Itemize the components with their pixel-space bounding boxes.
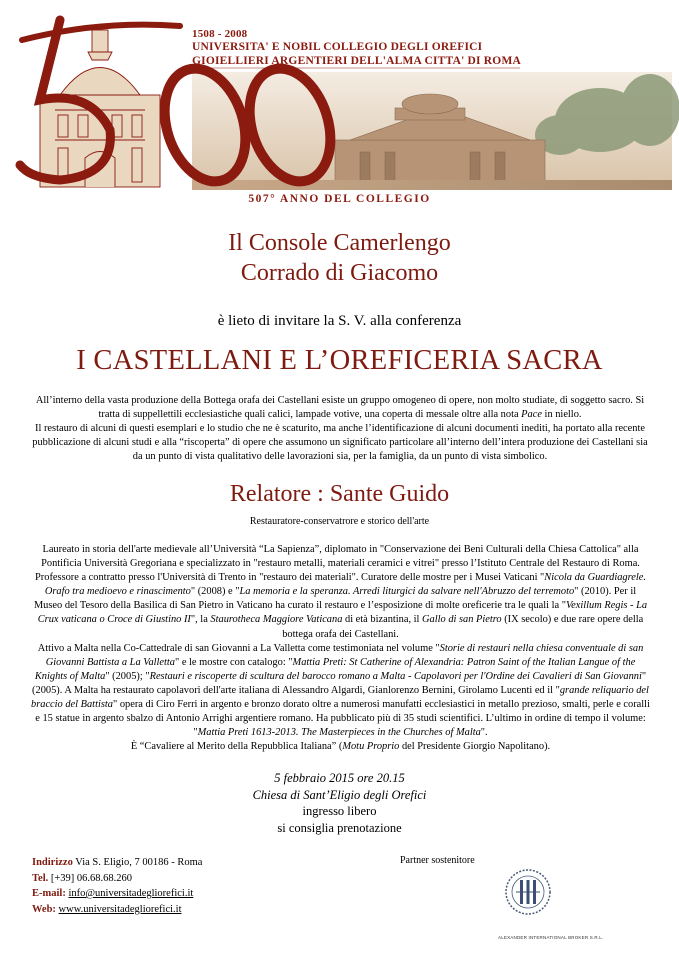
contacts-block [32,855,202,917]
header-years: 1508 - 2008 [192,28,248,40]
bio-text: Laureato in storia dell'arte medievale all’Università “La Sapienza”, diplomato in "Conservazione dei Beni Culturali della Chiesa Cattolica" alla Pontificia Università Gregoriana e specializzato in "restauro metalli, materiali ceramici e vitrei" presso l’Istituto Centrale del Restauro di Roma. Professore a contratto presso l'Università di Trento in "restauro dei materiali". Curatore delle mostre per i Musei Vaticani " [35,544,640,584]
bio-title: Nicola da Guardiagrele. Orafo tra medioevo e rinascimento [44,572,646,598]
header-banner [0,0,679,192]
bio-title: Mattia Preti 1613-2013. The Masterpieces in the Churches of Malta [197,727,481,739]
bio-title: Gallo di san Pietro [422,614,502,626]
email-label: E-mail: [32,888,66,899]
invite-line: è lieto di invitare la S. V. alla conferenza [217,313,462,329]
console-name: Corrado di Giacomo [240,260,439,286]
bio-title: grande reliquario del braccio del Battista [31,684,649,711]
event-date: 5 febbraio 2015 ore 20.15 [274,771,405,785]
bio-title: Motu Proprio [342,741,400,753]
bio-paragraph-2 [30,642,651,741]
web-label: Web: [32,903,56,915]
bio-title: Staurotheca Maggiore Vaticana [210,614,343,626]
bio-paragraph-1 [30,543,651,642]
abstract-text: All’interno della vasta produzione della Bottega orafa dei Castellani esiste un gruppo omogeneo di opere, non molto studiate, di soggetto sacro. Si tratta di suppellettili ecclesiastiche quali calici, lampade votive, una coperta di messale oltre alla nota [35,395,645,420]
bio-title: La memoria e la speranza. Arredi liturgici da salvare nell'Abruzzo del terremoto [239,586,575,598]
bio-text: del Presidente Giorgio Napolitano). [399,741,551,753]
event-details [0,770,679,836]
bio-text: ", la [190,614,211,626]
bio-text: (IX secolo) e due rare opere della bottega orafa dei Castellani. [282,614,644,640]
address-value: Via S. Eligio, 7 00186 - Roma [75,857,203,868]
abstract-italic: Pace [521,409,542,420]
bio-title: Restauri e riscoperte di scultura del barocco romano a Malta - Capolavori per l'Ordine dei Cavalieri di San Giovanni [149,670,642,682]
partner-label: Partner sostenitore [400,855,475,866]
bio-title: Mattia Preti: St Catherine of Alexandria: Patron Saint of the Italian Langue of the Knights of Malta [34,656,636,682]
bio-text: " (2010). Per il Museo del Tesoro della Basilica di San Pietro in Vaticano ha curato il restauro e l’esposizione di molte oreficerie tra le quali la " [33,586,637,612]
abstract-text: in niello. [541,409,582,420]
tel-value: [+39] 06.68.68.260 [50,872,133,884]
bio-text: " opera di Ciro Ferri in argento e bronzo dorato oltre a numerosi manufatti ecclesiastici in metallo prezioso, smalti, perle e coralli e 15 statue in argento sbalzo di Antonio Arrighi argentiere romano. Ha pubblicato più di 35 studi scientifici. L’ultimo in ordine di tempo il volume: " [35,699,650,739]
bio-text: " (2005). A Malta ha restaurato capolavori dell'arte italiana di Alessandro Algardi, Gianlorenzo Bernini, Girolamo Lucenti ed il " [32,670,647,696]
abstract-paragraph-1 [30,394,650,422]
header-institution-line2: GIOIELLIERI ARGENTIERI DELL'ALMA CITTA' DI ROMA [192,55,522,67]
event-booking: si consiglia prenotazione [277,820,402,835]
bio-text: di età bizantina, il [342,614,423,626]
bio-text: " e le mostre con catalogo: " [175,656,293,668]
web-link[interactable]: www.universitadegliorefici.it [58,903,182,915]
contact-tel [32,871,202,887]
partner-name: ALEXANDER INTERNATIONAL BROKER S.R.L. [498,935,604,940]
contact-email [32,886,202,902]
bio-text: " (2008) e " [190,586,240,598]
bio-text: ". [480,727,488,739]
console-title: Il Console Camerlengo [228,230,451,256]
banner-illustration [0,0,679,192]
year-tag: 507° ANNO DEL COLLEGIO [248,193,431,205]
address-label: Indirizzo [32,857,73,868]
abstract-paragraph-2: Il restauro di alcuni di questi esemplari e lo studio che ne è scaturito, ma anche l’identificazione di alcuni documenti inediti, ha portato alla recente pubblicazione di alcuni studi e alla “riscoperta” di opere che assumono un significato particolare all’interno dell’intera produzione dei Castellani sia da un punto di vista qualitativo delle lavorazioni sia, per la famiglia, da un punto di vista simbolico. [32,423,648,462]
speaker-role: Restauratore-conservatrore e storico dell'arte [249,516,430,527]
contact-web [32,902,202,918]
bio-text: " (2005); " [105,670,150,682]
partner-logo-icon [498,860,558,932]
event-entry: ingresso libero [302,804,377,818]
email-link[interactable]: info@universitadegliorefici.it [68,888,194,899]
header-institution-line1: UNIVERSITA' E NOBIL COLLEGIO DEGLI OREFICI [192,41,483,53]
abstract [30,394,650,464]
bio-paragraph-3 [30,740,651,754]
bio-title: Storie di restauri nella chiesa conventuale di san Giovanni Battista a La Valletta [45,642,644,668]
speaker-bio [30,543,651,754]
tel-label: Tel. [32,872,49,884]
conference-title: I CASTELLANI E L’OREFICERIA SACRA [76,345,603,376]
bio-title: Vexillum Regis - La Crux vaticana o Croce di Giustino II [37,600,648,626]
speaker-heading: Relatore : Sante Guido [229,481,450,507]
bio-text: Attivo a Malta nella Co-Cattedrale di san Giovanni a La Valletta come testimoniata nel volume " [37,642,440,654]
bio-text: È “Cavaliere al Merito della Repubblica Italiana” ( [130,741,343,753]
contact-address [32,855,202,871]
event-venue: Chiesa di Sant’Eligio degli Orefici [252,787,427,802]
